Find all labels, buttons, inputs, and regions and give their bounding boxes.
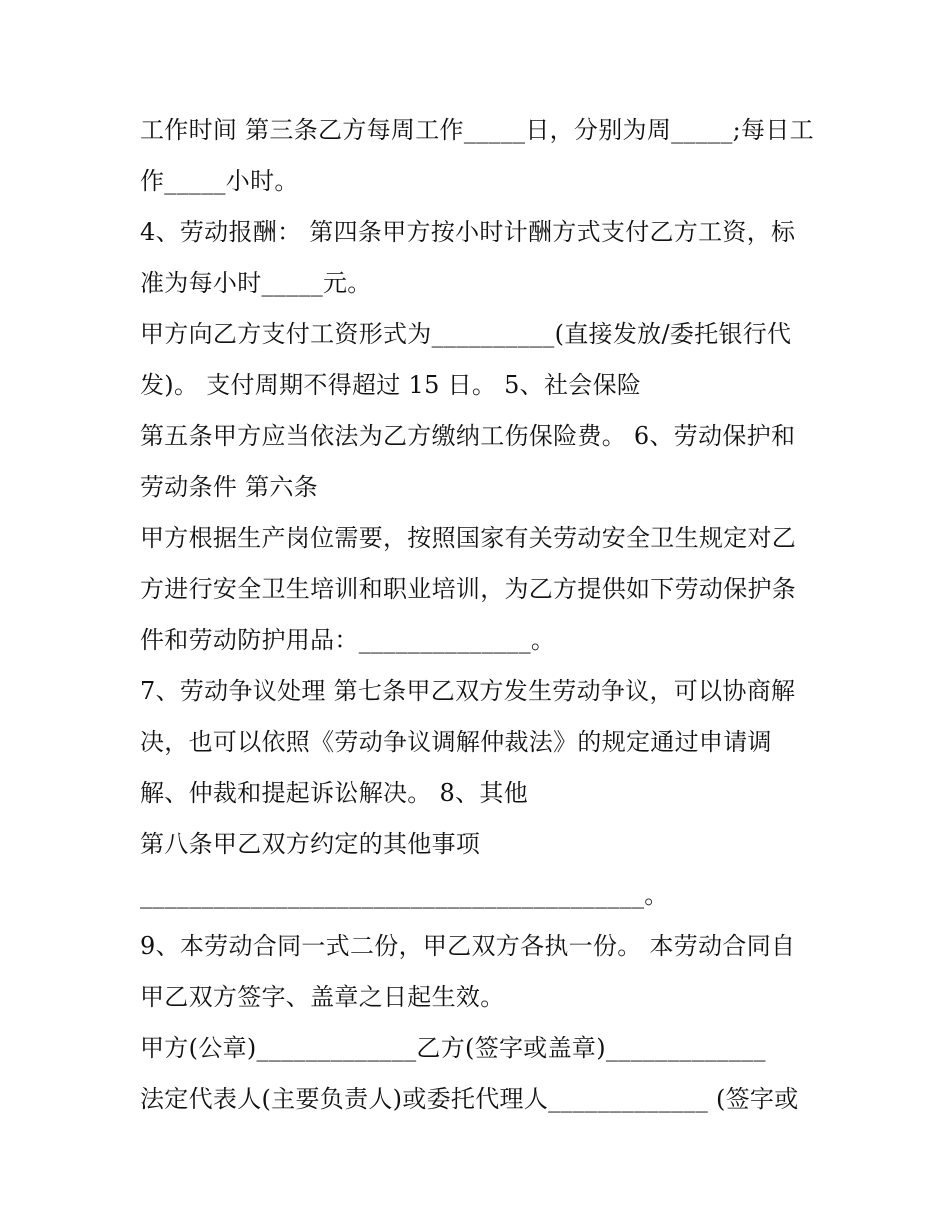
text-line-8: 劳动条件 第六条	[140, 473, 319, 501]
text-line-5: 甲方向乙方支付工资形式为__________(直接发放/委托银行代	[140, 320, 792, 348]
text-line-18: 甲乙双方签字、盖章之日起生效。	[140, 983, 505, 1011]
text-line-6: 发)。 支付周期不得超过 15 日。 5、社会保险	[140, 371, 642, 399]
text-line-12: 7、劳动争议处理 第七条甲乙双方发生劳动争议，可以协商解	[140, 677, 796, 705]
text-line-2: 作_____小时。	[140, 167, 299, 195]
text-line-4: 准为每小时_____元。	[140, 269, 372, 297]
text-line-16: _________________________________________。	[140, 881, 669, 909]
text-line-1: 工作时间 第三条乙方每周工作_____日，分别为周_____;每日工	[140, 116, 814, 144]
text-line-10: 方进行安全卫生培训和职业培训，为乙方提供如下劳动保护条	[140, 575, 797, 603]
text-line-7: 第五条甲方应当依法为乙方缴纳工伤保险费。 6、劳动保护和	[140, 422, 796, 450]
text-line-13: 决，也可以依照《劳动争议调解仲裁法》的规定通过申请调	[140, 728, 772, 756]
text-line-14: 解、仲裁和提起诉讼解决。 8、其他	[140, 779, 528, 807]
text-line-19: 甲方(公章)_____________乙方(签字或盖章)_____________	[140, 1034, 766, 1062]
text-line-3: 4、劳动报酬： 第四条甲方按小时计酬方式支付乙方工资，标	[140, 218, 796, 246]
text-line-11: 件和劳动防护用品：______________。	[140, 626, 556, 654]
text-line-15: 第八条甲乙双方约定的其他事项	[140, 830, 481, 858]
text-line-9: 甲方根据生产岗位需要，按照国家有关劳动安全卫生规定对乙	[140, 524, 797, 552]
text-line-17: 9、本劳动合同一式二份，甲乙双方各执一份。 本劳动合同自	[140, 932, 796, 960]
text-line-20: 法定代表人(主要负责人)或委托代理人_____________ (签字或	[140, 1085, 799, 1113]
